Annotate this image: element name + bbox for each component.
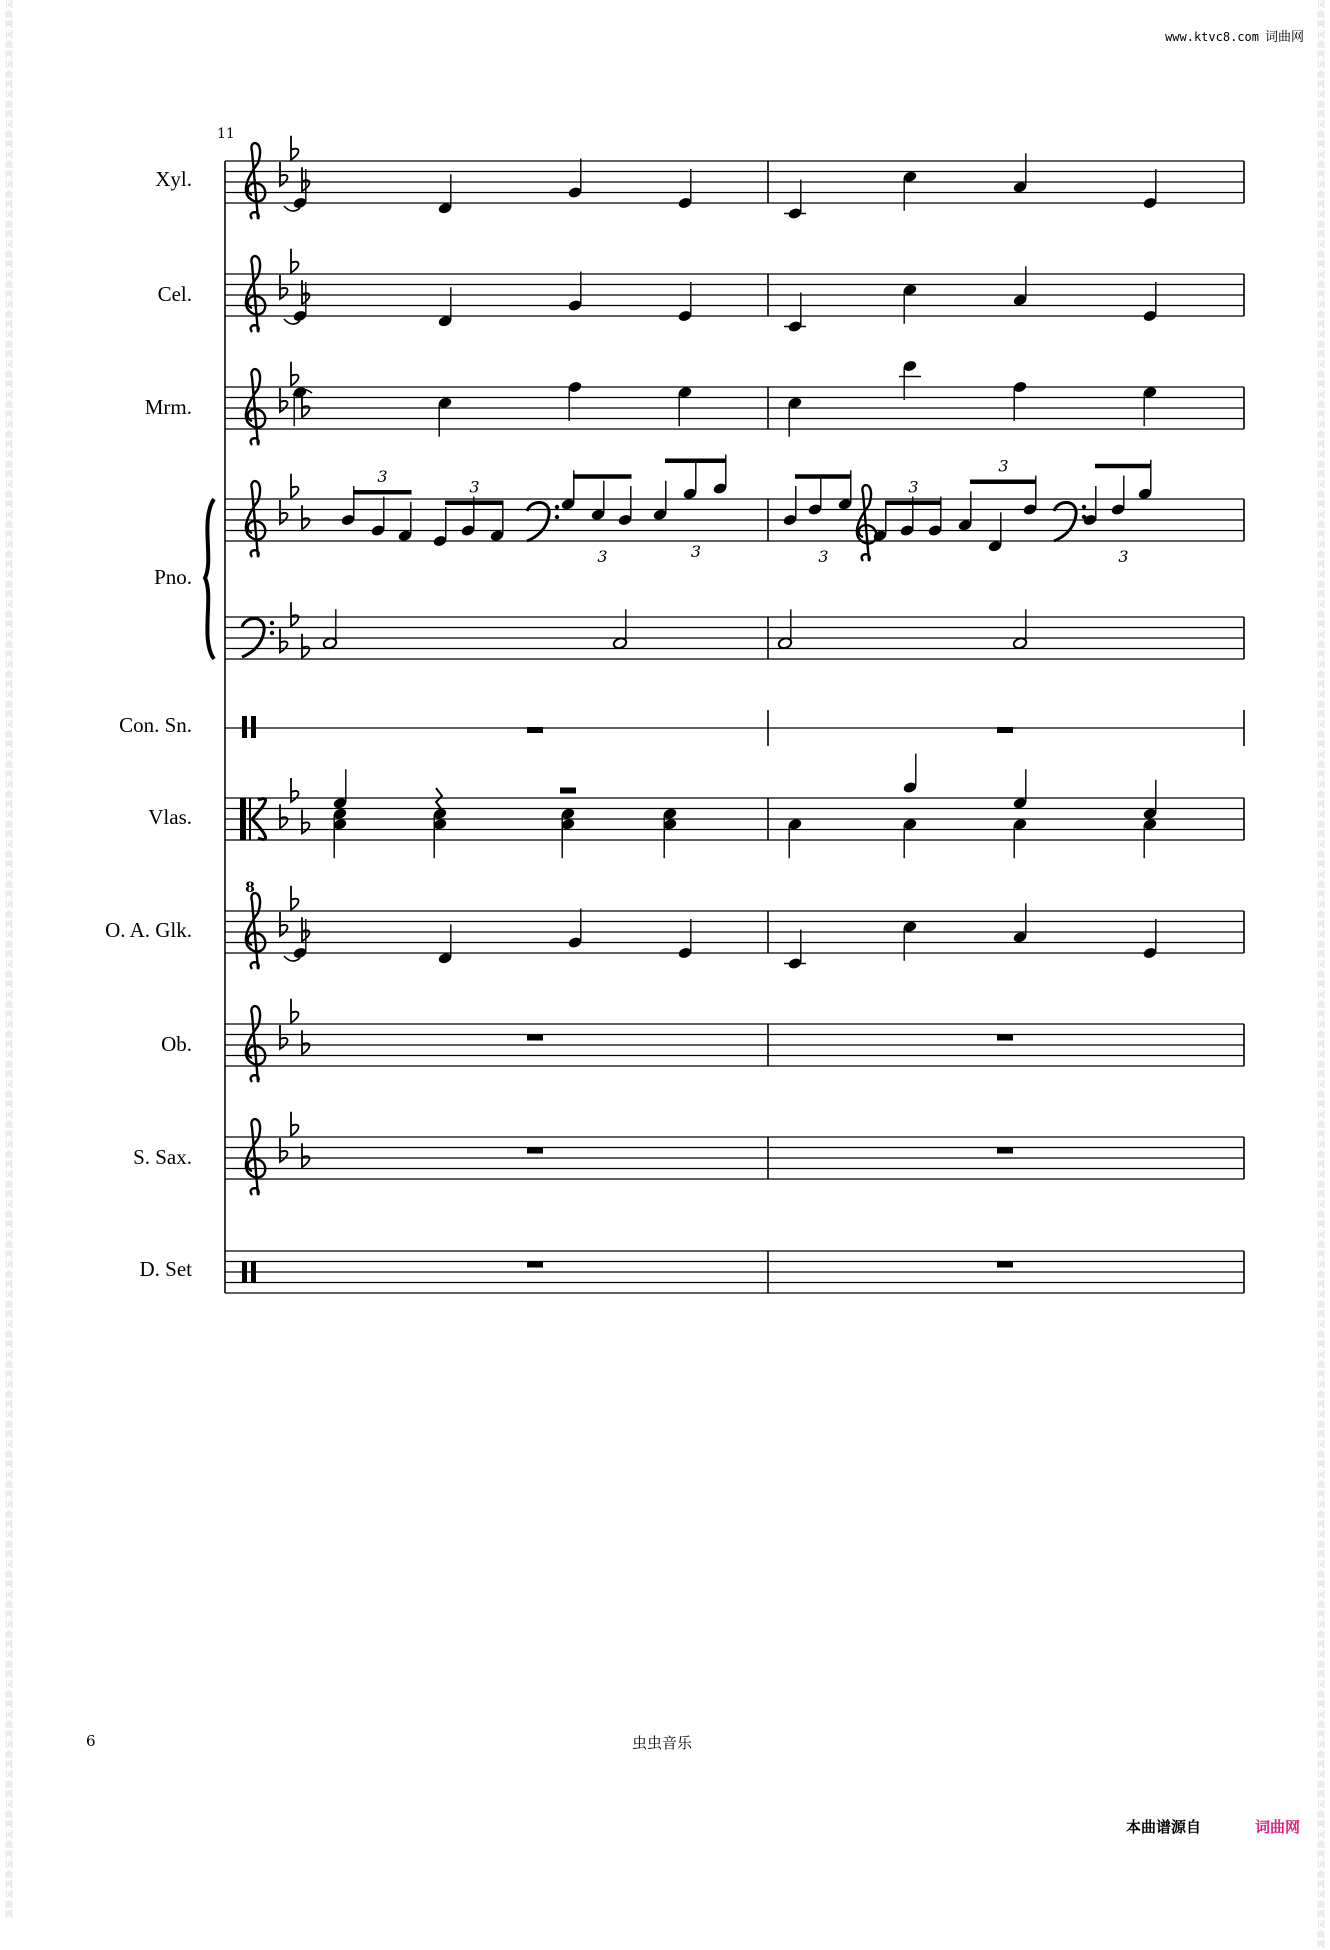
key-flat-mrm <box>291 362 299 386</box>
key-flat-xyl <box>291 136 299 160</box>
rest-consn-m2 <box>997 727 1013 733</box>
measure-number: 11 <box>217 126 235 142</box>
rest-dset-m1 <box>527 1262 543 1268</box>
instrument-name-consn: Con. Sn. <box>119 713 192 737</box>
instrument-name-cel: Cel. <box>157 282 192 306</box>
pno-treble-m1-t3-tuplet-label: 3 <box>597 547 608 566</box>
rest-dset-m2 <box>997 1262 1013 1268</box>
key-flat-pnoB <box>302 634 310 658</box>
rest-ob-m2 <box>997 1035 1013 1041</box>
key-flat-ob <box>302 1030 310 1054</box>
treble-clef-pnoT <box>246 481 265 557</box>
site-name: 词曲网 <box>1264 30 1304 45</box>
key-flat-cel <box>291 249 299 273</box>
percussion-clef-dset <box>242 1261 247 1283</box>
pno-treble-m1-t4-tuplet-label: 3 <box>690 541 702 561</box>
key-flat-mrm <box>302 393 310 417</box>
piano-brace <box>205 499 214 659</box>
instrument-name-ob: Ob. <box>161 1032 192 1056</box>
pno-treble-m2-t4-beam <box>1095 464 1152 469</box>
instrument-name-ssax: S. Sax. <box>133 1145 192 1169</box>
side-watermark-right: 词曲网词曲网词曲网词曲网词曲网词曲网词曲网词曲网词曲网词曲网词曲网词曲网词曲网词曲网词曲网词曲网词曲网词曲网词曲网词曲网词曲网词曲网词曲网词曲网词曲网词曲网词曲网词曲网词曲网词曲网词曲网词曲网词曲网词曲网词曲网词曲网词曲网词曲网词曲网词曲网词曲网词曲网词曲网词曲网词曲网词曲网词曲网词曲网词曲网词曲网词曲网词曲网词曲网词曲网词曲网词曲网词曲网词曲网词曲网词曲网词曲网词曲网词曲网词曲网词曲网 <box>1317 0 1325 1949</box>
octave-marking: 8 <box>245 880 255 896</box>
percussion-clef-consn-bar2 <box>251 716 256 738</box>
key-flat-vlas <box>280 804 288 828</box>
bass-clef-change-m2b <box>1054 502 1086 541</box>
rest-ssax-m2 <box>997 1148 1013 1154</box>
instrument-name-dset: D. Set <box>139 1257 192 1281</box>
treble-clef-oaglk <box>246 893 265 969</box>
pno-treble-m2-t2-beam <box>885 501 942 506</box>
pno-treble-m1-t2-beam <box>445 501 504 506</box>
pno-treble-m1-t1-tuplet-label: 3 <box>377 467 388 486</box>
footer-brand-name: 词曲网 <box>1254 1818 1300 1836</box>
key-flat-pnoT <box>291 474 299 498</box>
key-flat-pnoT <box>302 505 310 529</box>
rest-ssax-m1 <box>527 1148 543 1154</box>
pno-treble-m1-t2-tuplet-label: 3 <box>469 477 480 497</box>
pno-treble-m2-t1-tuplet-label: 3 <box>818 547 829 566</box>
key-flat-ssax <box>302 1143 310 1167</box>
footer-brand-prefix: 本曲谱源自 <box>1125 1818 1201 1836</box>
vlas-quarter-rest <box>436 788 442 810</box>
treble-clef-xyl <box>246 143 265 219</box>
rest-ob-m1 <box>527 1035 543 1041</box>
key-flat-ob <box>291 999 299 1023</box>
treble-clef-mrm <box>246 369 265 445</box>
pno-treble-m2-t3-beam <box>970 480 1037 485</box>
rest-consn-m1 <box>527 727 543 733</box>
key-flat-pnoB <box>291 602 299 626</box>
pno-treble-m1-t3-beam <box>573 474 632 479</box>
key-flat-ssax <box>291 1112 299 1136</box>
vlas-whole-rest <box>560 788 576 794</box>
treble-clef-change-m2 <box>857 485 876 561</box>
treble-clef-cel <box>246 256 265 332</box>
treble-clef-ob <box>246 1006 265 1082</box>
pno-treble-m2-t4-tuplet-label: 3 <box>1118 547 1129 566</box>
instrument-name-oaglk: O. A. Glk. <box>105 918 192 942</box>
site-url[interactable]: www.ktvc8.com <box>1165 30 1259 44</box>
key-flat-oaglk <box>291 886 299 910</box>
pno-treble-m1-t4-beam <box>665 459 727 464</box>
treble-clef-ssax <box>246 1119 265 1195</box>
page-number: 6 <box>86 1732 96 1750</box>
percussion-clef-consn <box>242 716 247 738</box>
footer-brand[interactable] <box>1126 1816 1300 1837</box>
instrument-name-vlas: Vlas. <box>148 805 192 829</box>
footer-source: 虫虫音乐 <box>632 1734 693 1752</box>
instrument-name-pno: Pno. <box>154 565 192 589</box>
bass-clef-change-m1 <box>527 502 559 541</box>
pno-treble-m2-t2-tuplet-label: 3 <box>908 477 919 497</box>
percussion-clef-dset-bar2 <box>251 1261 256 1283</box>
pno-treble-m2-t1-beam <box>795 474 852 479</box>
instrument-name-xyl: Xyl. <box>155 167 192 191</box>
pno-treble-m1-t1-beam <box>353 490 412 495</box>
instrument-name-mrm: Mrm. <box>144 395 192 419</box>
side-watermark-left: 词曲网词曲网词曲网词曲网词曲网词曲网词曲网词曲网词曲网词曲网词曲网词曲网词曲网词曲网词曲网词曲网词曲网词曲网词曲网词曲网词曲网词曲网词曲网词曲网词曲网词曲网词曲网词曲网词曲网词曲网词曲网词曲网词曲网词曲网词曲网词曲网词曲网词曲网词曲网词曲网词曲网词曲网词曲网词曲网词曲网词曲网词曲网词曲网词曲网词曲网词曲网词曲网词曲网词曲网词曲网词曲网词曲网词曲网词曲网词曲网词曲网词曲网词曲网词曲网 <box>5 0 13 1919</box>
pno-treble-m2-t3-tuplet-label: 3 <box>998 456 1009 476</box>
